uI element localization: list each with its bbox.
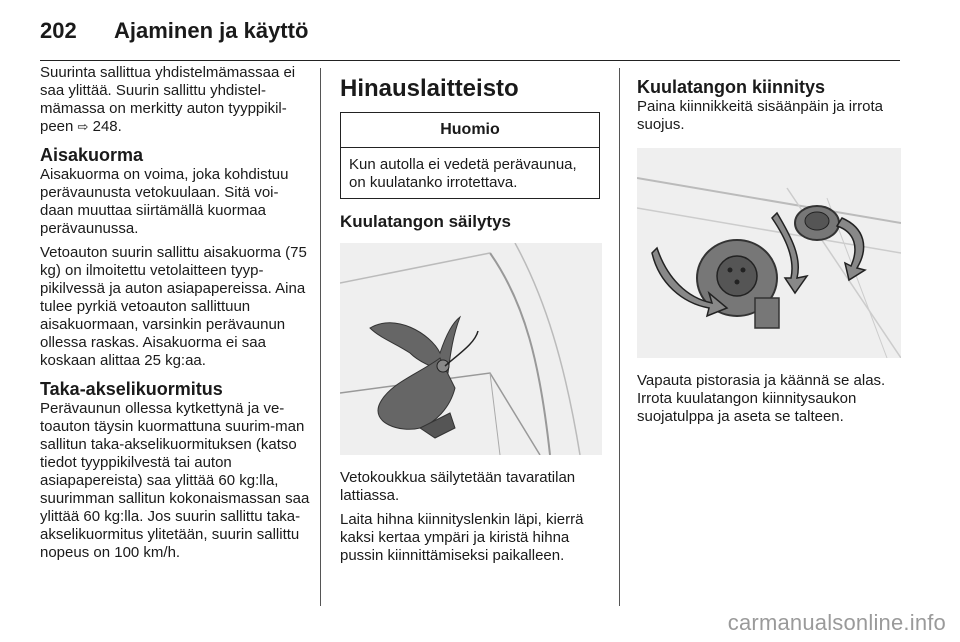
trunk-storage-drawing <box>340 243 602 455</box>
intro-text: Suurinta sallittua yhdistelmämassaa ei saa ylittää. Suurin sallittu yhdistel-mämassa on merkitty auton tyyppikil-peen <box>40 64 296 135</box>
mounting-paragraph-1: Paina kiinnikkeitä sisäänpäin ja irrota suojus. <box>637 98 883 133</box>
storage-paragraph-1: Vetokoukkua säilytetään tavaratilan lattiassa. <box>340 469 576 504</box>
aisakuorma-paragraph-1: Aisakuorma on voima, joka kohdistuu perävaunusta vetokuulaan. Sitä voi-daan muuttaa siirtämällä kuormaa perävaunussa. <box>40 166 289 237</box>
column-3 <box>637 64 907 432</box>
sub-heading-kuulatangon-sailytys: Kuulatangon säilytys <box>340 212 511 231</box>
header-rule <box>40 60 900 61</box>
column-2 <box>340 64 602 571</box>
page-ref-arrow-icon: ⇨ <box>77 119 89 134</box>
storage-illustration <box>340 243 602 455</box>
trailer-socket-drawing <box>637 148 901 358</box>
chapter-title: Ajaminen ja käyttö <box>114 18 309 43</box>
column-divider-right <box>619 68 620 606</box>
notice-body: Kun autolla ei vedetä perävaunua, on kuulatanko irrotettava. <box>349 156 577 191</box>
column-1 <box>40 64 310 568</box>
notice-title: Huomio <box>341 113 599 148</box>
intro-paragraph <box>40 64 310 136</box>
taka-akselikuormitus-paragraph: Perävaunun ollessa kytkettynä ja ve-toauton täysin kuormattuna suurim-man sallitun taka-akselikuormituksen (katso tiedot tyyppikilvestä tai auton asiapapereista) saa ylittää 60 kg:lla, suurimman sallitun kokonaismassan saa ylittää 60 kg:lla. Jos suurin sallittu taka-akselikuormitus ylitetään, suurin sallittu nopeus on 100 km/h. <box>40 400 310 561</box>
column-divider-left <box>320 68 321 606</box>
notice-box <box>340 112 600 199</box>
mounting-paragraph-2: Vapauta pistorasia ja käännä se alas. Irrota kuulatangon kiinnitysaukon suojatulppa ja aseta se talteen. <box>637 372 886 425</box>
storage-paragraph-2: Laita hihna kiinnityslenkin läpi, kierrä kaksi kertaa ympäri ja kiristä hihna pussin kiinnittämiseksi paikalleen. <box>340 511 584 564</box>
section-heading-kuulatangon-kiinnitys: Kuulatangon kiinnitys <box>637 77 826 97</box>
page-ref-number[interactable]: 248. <box>92 118 122 135</box>
page-number: 202 <box>40 18 77 43</box>
watermark: carmanualsonline.info <box>727 610 946 635</box>
section-heading-taka-akselikuormitus: Taka-akselikuormitus <box>40 379 223 399</box>
section-heading-aisakuorma: Aisakuorma <box>40 145 144 165</box>
main-heading-hinauslaitteisto: Hinauslaitteisto <box>340 75 519 102</box>
aisakuorma-paragraph-2: Vetoauton suurin sallittu aisakuorma (75 kg) on ilmoitettu vetolaitteen tyyp-pikilvessä ja auton asiapapereissa. Aina tulee pyrkiä vetoauton sallittuun aisakuormaan, varsinkin perävaunun ollessa raskas. Aisakuorma ei saa koskaan alittaa 25 kg:aa. <box>40 244 307 369</box>
socket-illustration <box>637 148 901 358</box>
